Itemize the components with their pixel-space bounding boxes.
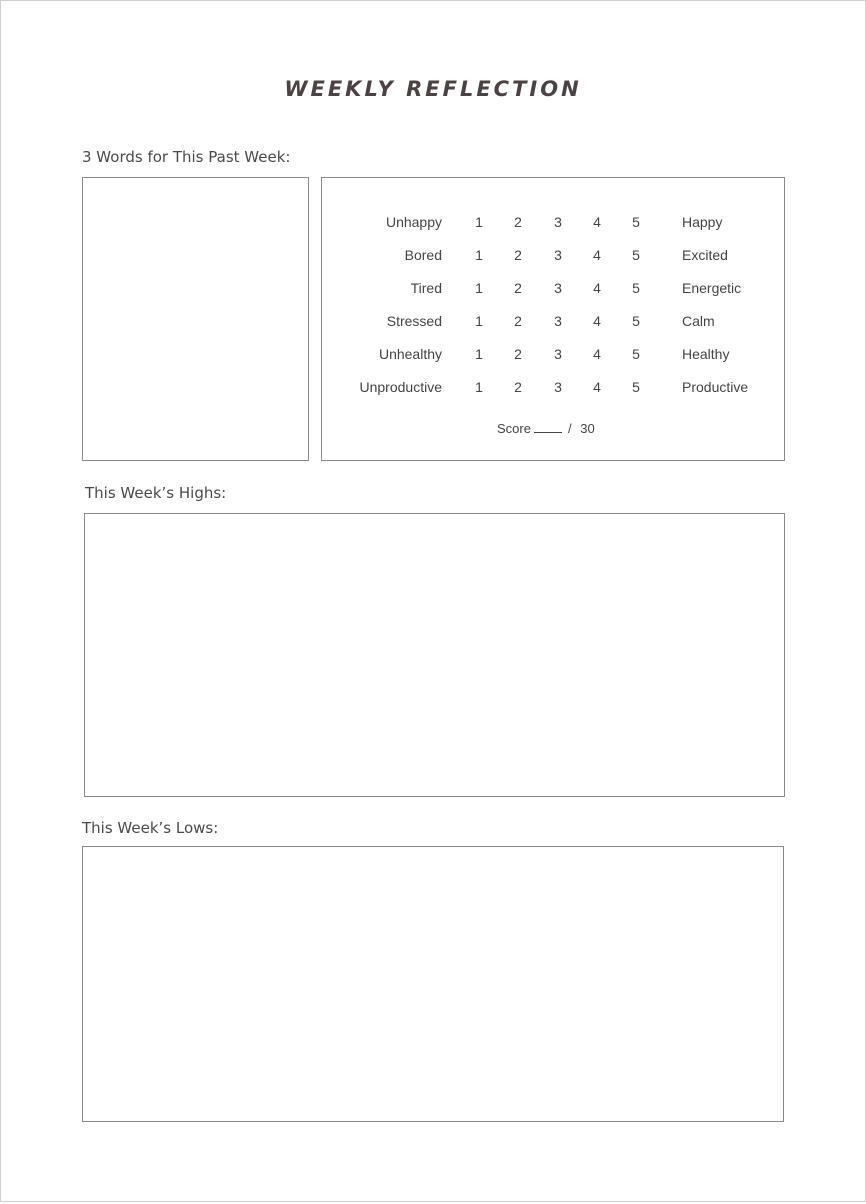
mood-low-label: Unhappy <box>385 214 442 230</box>
mood-rating-3[interactable]: 3 <box>554 247 562 263</box>
mood-rating-2[interactable]: 2 <box>514 247 522 263</box>
highs-label: This Week’s Highs: <box>85 484 227 502</box>
mood-rating-4[interactable]: 4 <box>593 280 601 296</box>
score-separator: / <box>567 421 572 436</box>
mood-rating-5[interactable]: 5 <box>632 247 640 263</box>
mood-rating-2[interactable]: 2 <box>514 214 522 230</box>
mood-row <box>322 313 782 333</box>
mood-high-label: Happy <box>682 214 723 230</box>
mood-scale-box <box>321 177 785 461</box>
mood-high-label: Calm <box>682 313 715 329</box>
lows-box[interactable] <box>82 846 784 1122</box>
mood-rating-1[interactable]: 1 <box>475 247 483 263</box>
mood-rating-1[interactable]: 1 <box>475 214 483 230</box>
mood-rating-2[interactable]: 2 <box>514 313 522 329</box>
mood-rating-4[interactable]: 4 <box>593 247 601 263</box>
mood-rating-2[interactable]: 2 <box>514 346 522 362</box>
mood-low-label: Tired <box>410 280 442 296</box>
score-input[interactable] <box>534 422 562 433</box>
mood-rating-2[interactable]: 2 <box>514 379 522 395</box>
mood-high-label: Healthy <box>682 346 730 362</box>
mood-rating-3[interactable]: 3 <box>554 379 562 395</box>
mood-rating-3[interactable]: 3 <box>554 214 562 230</box>
mood-rating-5[interactable]: 5 <box>632 214 640 230</box>
mood-rating-1[interactable]: 1 <box>475 346 483 362</box>
mood-rating-5[interactable]: 5 <box>632 313 640 329</box>
mood-rating-4[interactable]: 4 <box>593 313 601 329</box>
mood-low-label: Unproductive <box>359 379 442 395</box>
mood-rating-4[interactable]: 4 <box>593 379 601 395</box>
mood-rating-2[interactable]: 2 <box>514 280 522 296</box>
mood-rating-1[interactable]: 1 <box>475 280 483 296</box>
mood-rating-5[interactable]: 5 <box>632 346 640 362</box>
mood-high-label: Productive <box>682 379 749 395</box>
mood-rating-3[interactable]: 3 <box>554 280 562 296</box>
mood-rating-4[interactable]: 4 <box>593 346 601 362</box>
mood-high-label: Energetic <box>682 280 742 296</box>
mood-row <box>322 214 782 234</box>
mood-low-label: Bored <box>404 247 442 263</box>
mood-rating-5[interactable]: 5 <box>632 379 640 395</box>
three-words-box[interactable] <box>82 177 309 461</box>
lows-label: This Week’s Lows: <box>82 819 219 837</box>
score-label: Score <box>497 421 531 436</box>
mood-rating-1[interactable]: 1 <box>475 313 483 329</box>
mood-rating-3[interactable]: 3 <box>554 313 562 329</box>
mood-row <box>322 379 782 399</box>
mood-rating-4[interactable]: 4 <box>593 214 601 230</box>
mood-low-label: Unhealthy <box>378 346 442 362</box>
mood-row <box>322 247 782 267</box>
three-words-label: 3 Words for This Past Week: <box>82 148 291 166</box>
mood-rating-5[interactable]: 5 <box>632 280 640 296</box>
mood-row <box>322 346 782 366</box>
mood-row <box>322 280 782 300</box>
mood-rating-1[interactable]: 1 <box>475 379 483 395</box>
score-max: 30 <box>580 421 595 436</box>
mood-rating-3[interactable]: 3 <box>554 346 562 362</box>
page-title: WEEKLY REFLECTION <box>284 77 582 101</box>
mood-high-label: Excited <box>682 247 728 263</box>
highs-box[interactable] <box>84 513 785 797</box>
mood-low-label: Stressed <box>386 313 442 329</box>
score-line <box>497 421 595 436</box>
